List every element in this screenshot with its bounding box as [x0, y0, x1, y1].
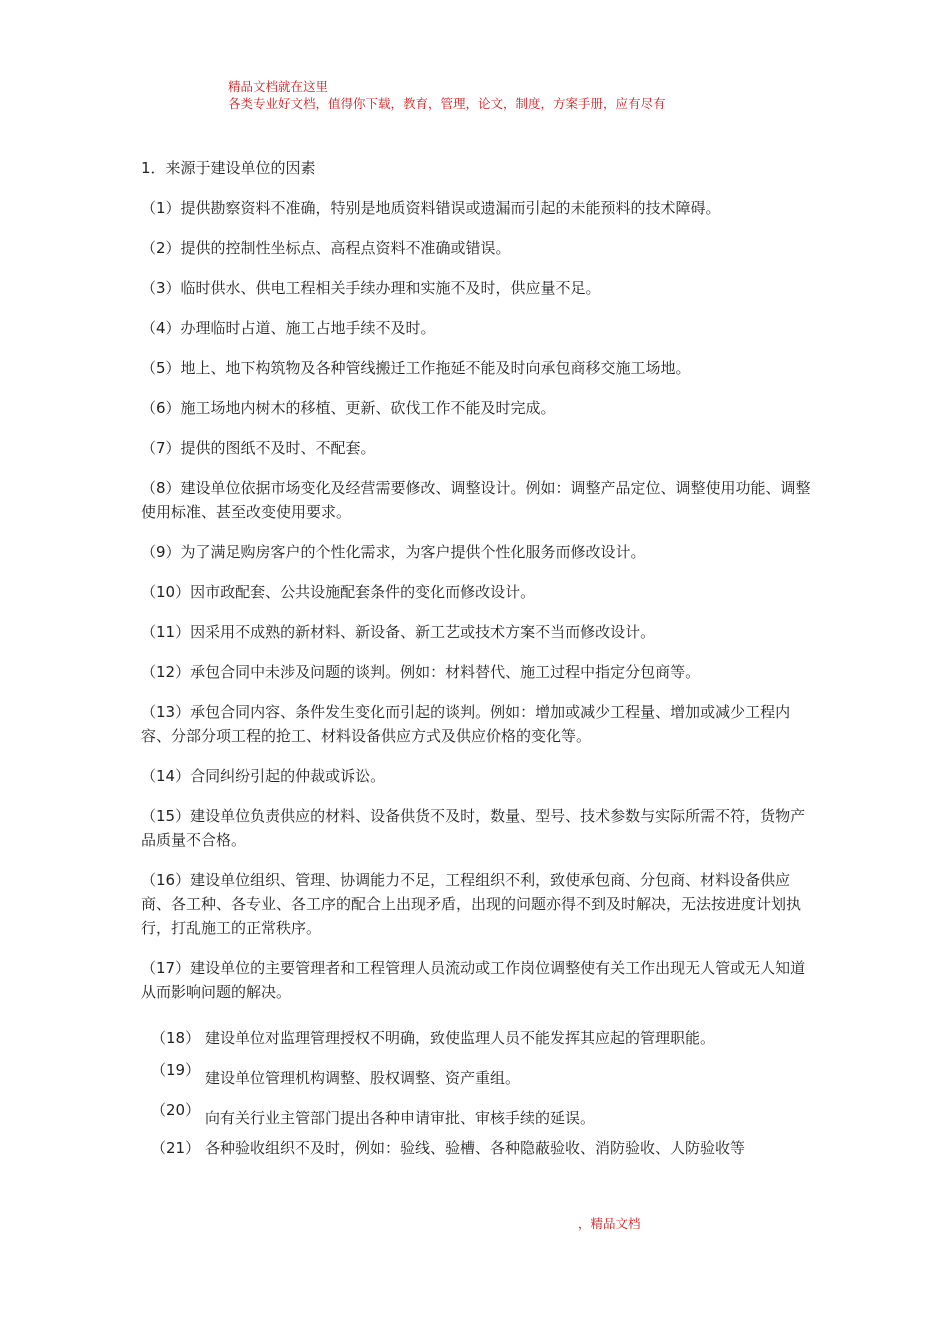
document-header — [228, 78, 666, 112]
hanging-list-item — [141, 1100, 817, 1140]
item-text: 向有关行业主管部门提出各种申请审批、审核手续的延误。 — [205, 1109, 596, 1127]
hanging-list-item — [141, 1138, 817, 1164]
list-item: （3）临时供水、供电工程相关手续办理和实施不及时，供应量不足。 — [141, 279, 601, 297]
document-footer: ，精品文档 — [578, 1216, 641, 1231]
list-item: （2）提供的控制性坐标点、高程点资料不准确或错误。 — [141, 239, 511, 257]
item-text: 建设单位对监理管理授权不明确，致使监理人员不能发挥其应起的管理职能。 — [205, 1029, 716, 1047]
item-text: 各种验收组织不及时，例如：验线、验槽、各种隐蔽验收、消防验收、人防验收等 — [205, 1139, 746, 1157]
list-item: （9）为了满足购房客户的个性化需求，为客户提供个性化服务而修改设计。 — [141, 543, 646, 561]
header-line-2: 各类专业好文档，值得你下载，教育，管理，论文，制度，方案手册，应有尽有 — [228, 96, 666, 111]
list-item: （15）建设单位负责供应的材料、设备供货不及时，数量、型号、技术参数与实际所需不符，货物产品质量不合格。 — [141, 807, 806, 849]
list-item: （8）建设单位依据市场变化及经营需要修改、调整设计。例如：调整产品定位、调整使用功能、调整使用标准、甚至改变使用要求。 — [141, 479, 811, 521]
item-text: 建设单位管理机构调整、股权调整、资产重组。 — [205, 1069, 521, 1087]
list-item: （11）因采用不成熟的新材料、新设备、新工艺或技术方案不当而修改设计。 — [141, 623, 656, 641]
list-item: （16）建设单位组织、管理、协调能力不足，工程组织不利，致使承包商、分包商、材料设备供应商、各工种、各专业、各工序的配合上出现矛盾，出现的问题亦得不到及时解决，无法按进度计划执行，打乱施工的正常秩序。 — [141, 871, 802, 937]
list-item: （10）因市政配套、公共设施配套条件的变化而修改设计。 — [141, 583, 536, 601]
list-item: （14）合同纠纷引起的仲裁或诉讼。 — [141, 767, 386, 785]
item-number: （18） — [151, 1029, 201, 1047]
list-item: （12）承包合同中未涉及问题的谈判。例如：材料替代、施工过程中指定分包商等。 — [141, 663, 701, 681]
hanging-list-item — [141, 1060, 817, 1100]
list-item: （1）提供勘察资料不准确，特别是地质资料错误或遗漏而引起的未能预料的技术障碍。 — [141, 199, 721, 217]
list-item: （7）提供的图纸不及时、不配套。 — [141, 439, 376, 457]
list-item: （5）地上、地下构筑物及各种管线搬迁工作拖延不能及时向承包商移交施工场地。 — [141, 359, 691, 377]
item-number: （21） — [151, 1139, 201, 1157]
document-body — [141, 156, 817, 1020]
list-item: （13）承包合同内容、条件发生变化而引起的谈判。例如：增加或减少工程量、增加或减少工程内容、分部分项工程的抢工、材料设备供应方式及供应价格的变化等。 — [141, 703, 791, 745]
item-number: （19） — [151, 1061, 201, 1079]
item-number: （20） — [151, 1101, 201, 1119]
header-line-1: 精品文档就在这里 — [228, 79, 329, 94]
list-item: （4）办理临时占道、施工占地手续不及时。 — [141, 319, 436, 337]
list-item: （17）建设单位的主要管理者和工程管理人员流动或工作岗位调整使有关工作出现无人管或无人知道从而影响问题的解决。 — [141, 959, 806, 1001]
section-title: 1．来源于建设单位的因素 — [141, 159, 316, 177]
list-item: （6）施工场地内树木的移植、更新、砍伐工作不能及时完成。 — [141, 399, 556, 417]
